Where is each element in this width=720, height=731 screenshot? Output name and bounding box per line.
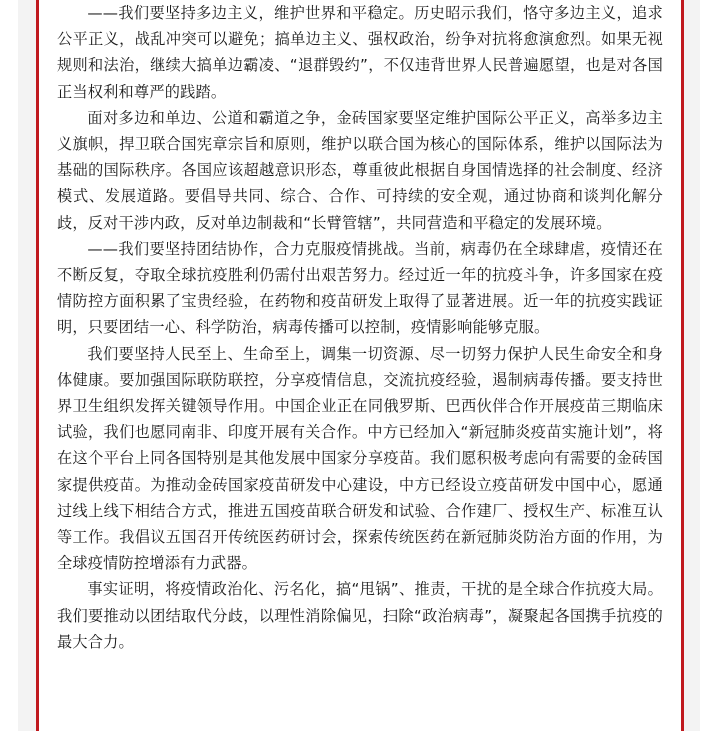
paragraph-people-first: 我们要坚持人民至上、生命至上，调集一切资源、尽一切努力保护人民生命安全和身体健康。要加强国际联防联控，分享疫情信息，交流抗疫经验，遏制病毒传播。要支持世界卫生组织发挥关键领导作用。中国企业正在同俄罗斯、巴西伙伴合作开展疫苗三期临床试验，我们也愿同南非、印度开展有关合作。中方已经加入“新冠肺炎疫苗实施计划”，将在这个平台上同各国特别是其他发展中国家分享疫苗。我们愿积极考虑向有需要的金砖国家提供疫苗。为推动金砖国家疫苗研发中心建设，中方已经设立疫苗研发中国中心，愿通过线上线下相结合方式，推进五国疫苗联合研发和试验、合作建厂、授权生产、标准互认等工作。我倡议五国召开传统医药研讨会，探索传统医药在新冠肺炎防治方面的作用，为全球疫情防控增添有力武器。 bbox=[57, 344, 663, 573]
left-red-border bbox=[36, 0, 39, 731]
left-shade-strip bbox=[18, 0, 36, 731]
left-margin bbox=[0, 0, 18, 731]
paragraph-solidarity: ——我们要坚持团结协作，合力克服疫情挑战。当前，病毒仍在全球肆虐，疫情还在不断反复，夺取全球抗疫胜利仍需付出艰苦努力。经过近一年的抗疫斗争，许多国家在疫情防控方面积累了宝贵经验，在药物和疫苗研发上取得了显著进展。近一年的抗疫实践证明，只要团结一心、科学防治，病毒传播可以控制，疫情影响能够克服。 bbox=[57, 239, 663, 337]
right-red-border bbox=[681, 0, 684, 731]
article-body bbox=[57, 0, 663, 655]
paragraph-justice: 面对多边和单边、公道和霸道之争，金砖国家要坚定维护国际公平正义，高举多边主义旗帜，捍卫联合国宪章宗旨和原则，维护以联合国为核心的国际体系，维护以国际法为基础的国际秩序。各国应该超越意识形态，尊重彼此根据自身国情选择的社会制度、经济模式、发展道路。要倡导共同、综合、合作、可持续的安全观，通过协商和谈判化解分歧，反对干涉内政，反对单边制裁和“长臂管辖”，共同营造和平稳定的发展环境。 bbox=[57, 108, 663, 232]
paragraph-multilateralism: ——我们要坚持多边主义，维护世界和平稳定。历史昭示我们，恪守多边主义，追求公平正义，战乱冲突可以避免；搞单边主义、强权政治，纷争对抗将愈演愈烈。如果无视规则和法治，继续大搞单边霸凌、“退群毁约”，不仅违背世界人民普遍愿望，也是对各国正当权利和尊严的践踏。 bbox=[57, 4, 663, 101]
paragraph-facts: 事实证明，将疫情政治化、污名化，搞“甩锅”、推责，干扰的是全球合作抗疫大局。我们要推动以团结取代分歧，以理性消除偏见，扫除“政治病毒”，凝聚起各国携手抗疫的最大合力。 bbox=[57, 580, 663, 651]
right-shade-strip bbox=[684, 0, 700, 731]
